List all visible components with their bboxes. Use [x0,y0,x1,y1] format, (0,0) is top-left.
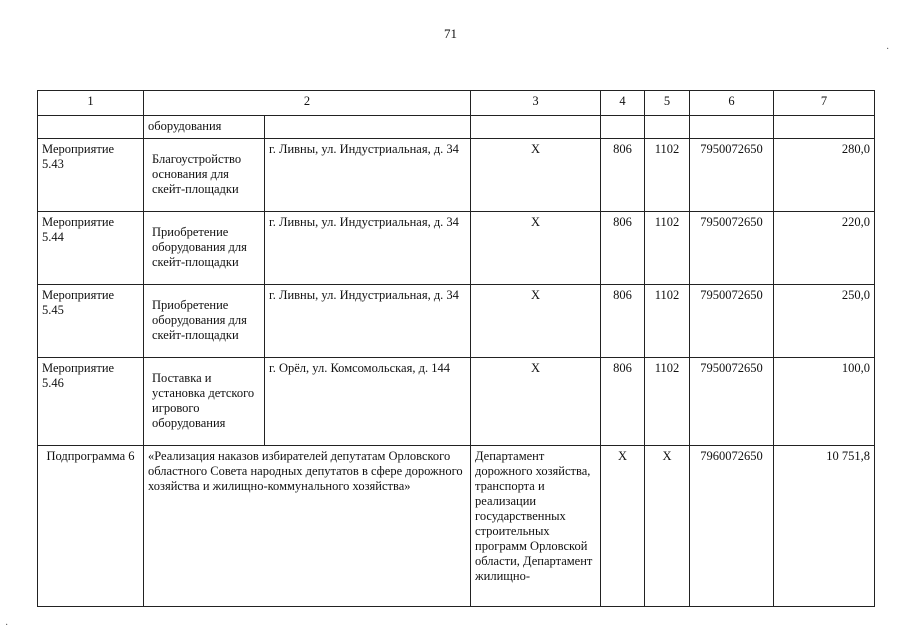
cell-amount: 220,0 [774,212,875,285]
cell-grbs: 806 [601,358,645,446]
header-cell-3: 3 [471,91,601,116]
cell-section: 1102 [645,139,690,212]
cell-address: г. Орёл, ул. Комсомольская, д. 144 [265,358,471,446]
table-row [38,358,875,446]
cell-name: Благоустройство основания для скейт-площадки [144,139,265,212]
cell-subprogram-grbs: Х [601,446,645,607]
cell-subprogram-code: 7960072650 [690,446,774,607]
cell-name: Поставка и установка детского игрового оборудования [144,358,265,446]
header-cell-4: 4 [601,91,645,116]
cell-name: оборудования [144,116,265,139]
scan-speck-mark: · [886,44,890,55]
cell-amount: 250,0 [774,285,875,358]
cell-code: 7950072650 [690,358,774,446]
page-number: 71 [444,26,457,41]
cell-section: 1102 [645,358,690,446]
budget-table [37,90,875,607]
cell-code: 7950072650 [690,139,774,212]
cell-executor: Х [471,358,601,446]
header-cell-6: 6 [690,91,774,116]
cell-grbs [601,116,645,139]
table-row-subprogram [38,446,875,607]
table-row [38,285,875,358]
cell-event: Мероприятие 5.46 [38,358,144,446]
cell-amount: 100,0 [774,358,875,446]
header-cell-7: 7 [774,91,875,116]
cell-amount: 280,0 [774,139,875,212]
cell-grbs: 806 [601,285,645,358]
cell-event: Мероприятие 5.43 [38,139,144,212]
cell-code: 7950072650 [690,212,774,285]
cell-address [265,116,471,139]
cell-name: Приобретение оборудования для скейт-площадки [144,285,265,358]
cell-section [645,116,690,139]
cell-subprogram-executor: Департамент дорожного хозяйства, транспорта и реализации государственных строительных программ Орловской области, Департамент жилищно- [471,446,601,607]
cell-event: Мероприятие 5.45 [38,285,144,358]
table-row [38,139,875,212]
cell-event [38,116,144,139]
table-header-row [38,91,875,116]
cell-executor: Х [471,285,601,358]
cell-event: Мероприятие 5.44 [38,212,144,285]
cell-subprogram-section: Х [645,446,690,607]
table-row [38,212,875,285]
cell-code [690,116,774,139]
cell-grbs: 806 [601,139,645,212]
cell-executor: Х [471,212,601,285]
cell-subprogram-label: Подпрограмма 6 [38,446,144,607]
header-cell-2: 2 [144,91,471,116]
cell-name: Приобретение оборудования для скейт-площадки [144,212,265,285]
table-row-continuation [38,116,875,139]
scan-speck-mark: · [5,620,9,631]
cell-section: 1102 [645,285,690,358]
cell-subprogram-amount: 10 751,8 [774,446,875,607]
header-cell-5: 5 [645,91,690,116]
cell-address: г. Ливны, ул. Индустриальная, д. 34 [265,212,471,285]
cell-executor [471,116,601,139]
cell-address: г. Ливны, ул. Индустриальная, д. 34 [265,139,471,212]
cell-address: г. Ливны, ул. Индустриальная, д. 34 [265,285,471,358]
cell-amount [774,116,875,139]
cell-executor: Х [471,139,601,212]
cell-section: 1102 [645,212,690,285]
cell-grbs: 806 [601,212,645,285]
header-cell-1: 1 [38,91,144,116]
cell-subprogram-title: «Реализация наказов избирателей депутатам Орловского областного Совета народных депутатов в сфере дорожного хозяйства и жилищно-коммунального хозяйства» [144,446,471,607]
cell-code: 7950072650 [690,285,774,358]
